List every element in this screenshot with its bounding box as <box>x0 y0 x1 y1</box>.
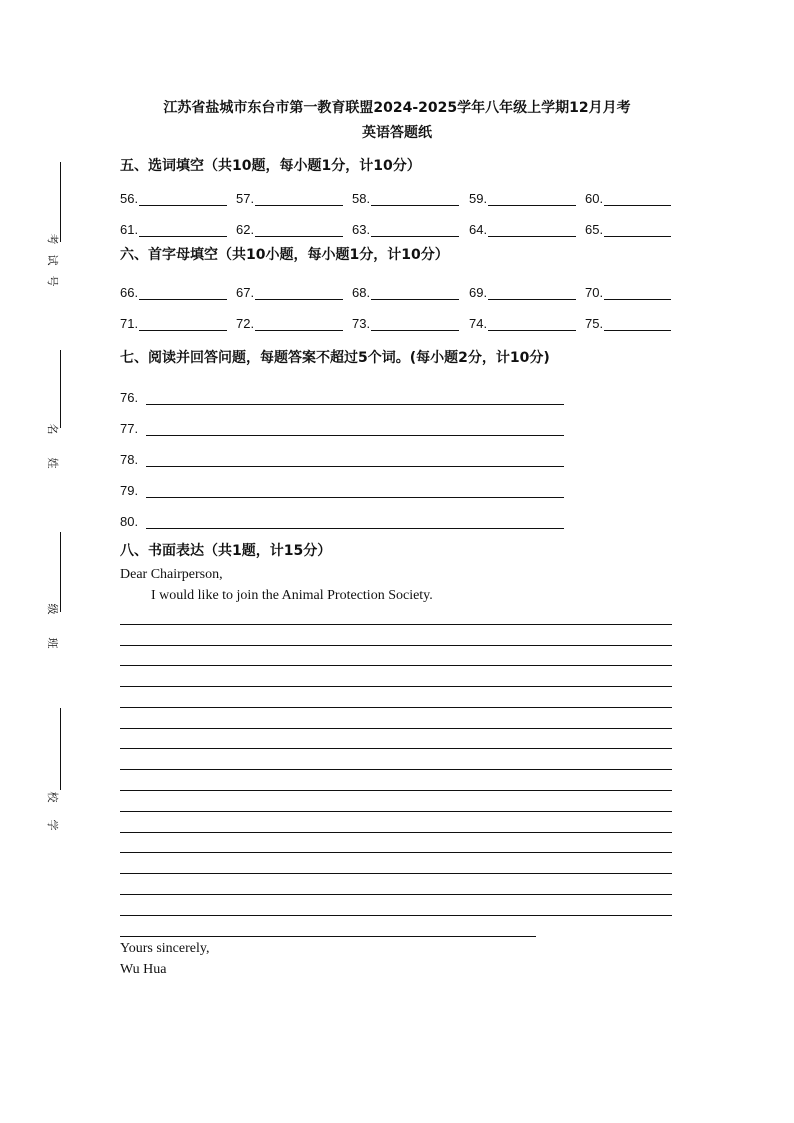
writing-line[interactable] <box>120 832 672 833</box>
writing-line[interactable] <box>120 728 672 729</box>
writing-line[interactable] <box>120 769 672 770</box>
writing-line[interactable] <box>120 873 672 874</box>
answer-blank[interactable]: 71. <box>120 311 227 331</box>
answer-blank[interactable]: 60. <box>585 186 671 206</box>
margin-label-xing: 姓 <box>46 457 59 469</box>
section8-heading: 八、书面表达（共1题，计15分） <box>120 543 332 559</box>
answer-line[interactable]: 80. <box>120 509 564 529</box>
writing-line[interactable] <box>120 915 672 916</box>
answer-blank[interactable]: 68. <box>352 280 459 300</box>
answer-blank[interactable]: 58. <box>352 186 459 206</box>
section6-heading: 六、首字母填空（共10小题，每小题1分，计10分） <box>120 247 449 263</box>
answer-blank[interactable]: 69. <box>469 280 576 300</box>
section7-heading: 七、阅读并回答问题，每题答案不超过5个词。(每小题2分，计10分) <box>120 350 550 366</box>
answer-blank[interactable]: 62. <box>236 217 343 237</box>
answer-blank[interactable]: 73. <box>352 311 459 331</box>
margin-label-kao: 考 <box>46 233 59 245</box>
answer-blank[interactable]: 56. <box>120 186 227 206</box>
answer-blank[interactable]: 57. <box>236 186 343 206</box>
binding-line-name <box>60 350 61 428</box>
margin-label-ban: 班 <box>46 637 59 649</box>
margin-label-shi: 试 <box>46 254 59 266</box>
answer-blank[interactable]: 75. <box>585 311 671 331</box>
writing-line[interactable] <box>120 624 672 625</box>
page-title: 江苏省盐城市东台市第一教育联盟2024-2025学年八年级上学期12月月考 <box>163 100 631 116</box>
margin-label-xiao: 校 <box>46 791 59 803</box>
answer-blank[interactable]: 64. <box>469 217 576 237</box>
writing-line[interactable] <box>120 645 672 646</box>
margin-label-ji: 级 <box>46 603 59 615</box>
writing-line[interactable] <box>120 665 672 666</box>
answer-line[interactable]: 77. <box>120 416 564 436</box>
section5-heading: 五、选词填空（共10题，每小题1分，计10分） <box>120 158 421 174</box>
answer-blank[interactable]: 66. <box>120 280 227 300</box>
writing-line[interactable] <box>120 811 672 812</box>
answer-blank[interactable]: 70. <box>585 280 671 300</box>
margin-label-ming: 名 <box>46 423 59 435</box>
letter-signature: Wu Hua <box>120 962 167 977</box>
answer-line[interactable]: 79. <box>120 478 564 498</box>
answer-line[interactable]: 78. <box>120 447 564 467</box>
writing-line[interactable] <box>120 852 672 853</box>
writing-line[interactable] <box>120 936 536 937</box>
margin-label-xue: 学 <box>46 819 59 831</box>
answer-blank[interactable]: 63. <box>352 217 459 237</box>
writing-line[interactable] <box>120 748 672 749</box>
binding-line-class <box>60 532 61 612</box>
answer-blank[interactable]: 74. <box>469 311 576 331</box>
page-subtitle: 英语答题纸 <box>362 125 432 141</box>
letter-opening: I would like to join the Animal Protection Society. <box>151 588 433 603</box>
binding-line-school <box>60 708 61 790</box>
answer-blank[interactable]: 67. <box>236 280 343 300</box>
answer-blank[interactable]: 65. <box>585 217 671 237</box>
margin-label-hao: 号 <box>46 275 59 287</box>
writing-line[interactable] <box>120 707 672 708</box>
binding-line-exam-number <box>60 162 61 242</box>
answer-blank[interactable]: 59. <box>469 186 576 206</box>
writing-line[interactable] <box>120 790 672 791</box>
answer-blank[interactable]: 72. <box>236 311 343 331</box>
writing-line[interactable] <box>120 686 672 687</box>
letter-closing: Yours sincerely, <box>120 941 210 956</box>
answer-line[interactable]: 76. <box>120 385 564 405</box>
letter-greeting: Dear Chairperson, <box>120 567 223 582</box>
answer-blank[interactable]: 61. <box>120 217 227 237</box>
writing-line[interactable] <box>120 894 672 895</box>
